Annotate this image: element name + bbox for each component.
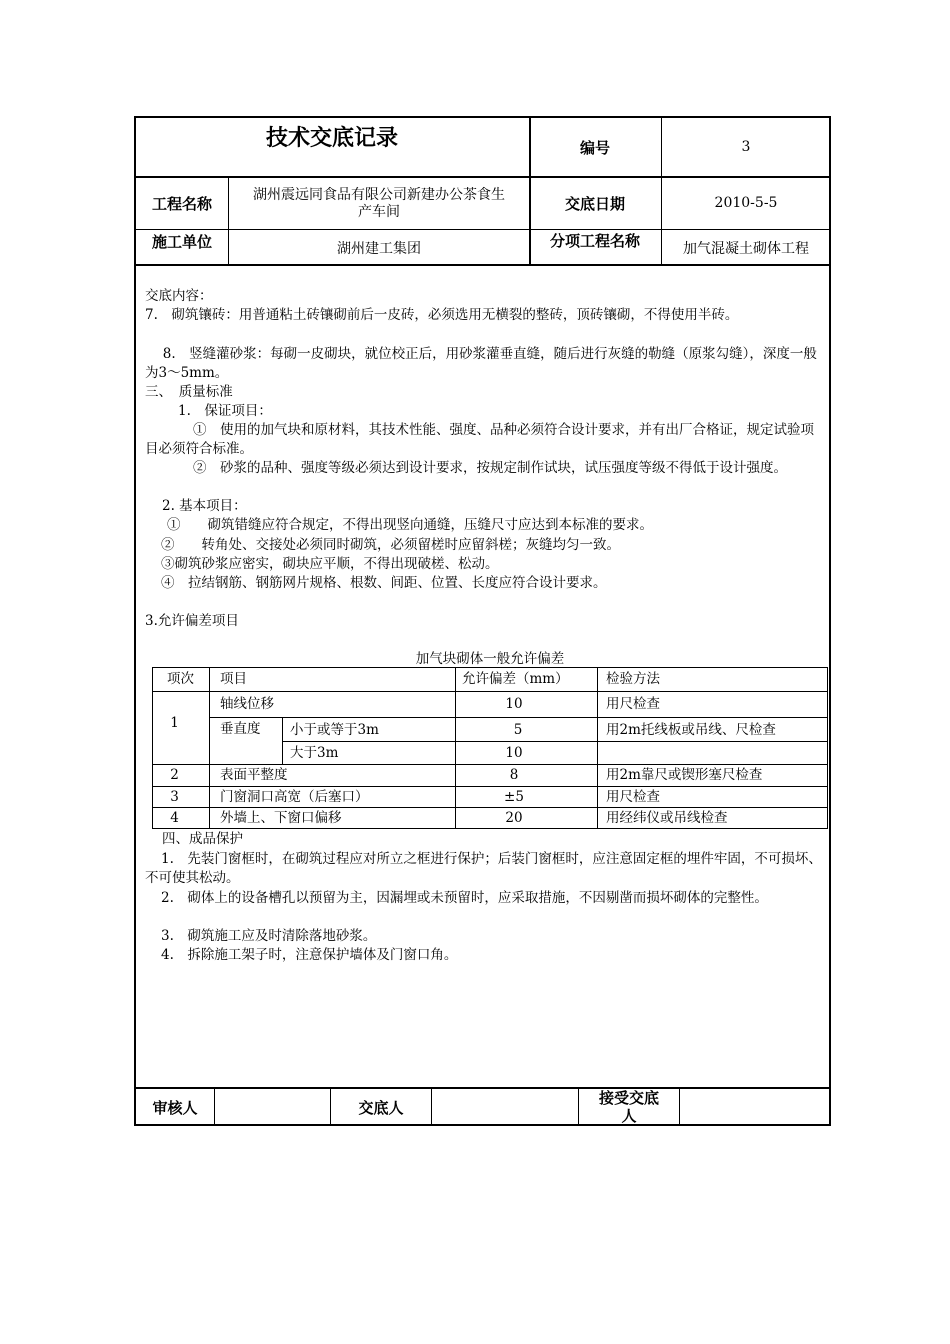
table-line <box>152 691 828 692</box>
table-header-tolerance: 允许偏差（mm） <box>462 671 569 687</box>
protect-item-4: 4. 拆除施工架子时，注意保护墙体及门窗口角。 <box>161 947 458 963</box>
table-cell-method: 用尺检查 <box>606 789 660 805</box>
basic-item-2: ② 转角处、交接处必须同时砌筑，必须留槎时应留斜槎；灰缝均匀一致。 <box>161 537 620 553</box>
table-cell-item: 轴线位移 <box>220 696 274 712</box>
basic-item-4: ④ 拉结钢筋、钢筋网片规格、根数、间距、位置、长度应符合设计要求。 <box>161 575 607 591</box>
receiver-label: 接受交底人 <box>598 1089 659 1125</box>
guarantee-heading: 1. 保证项目： <box>178 403 272 419</box>
table-cell-method: 用2m靠尺或锲形塞尺检查 <box>606 767 763 783</box>
paragraph-7: 7. 砌筑镶砖：用普通粘土砖镶砌前后一皮砖，必须选用无横裂的整砖，顶砖镶砌，不得使用半砖。 <box>145 307 739 323</box>
table-cell-item: 表面平整度 <box>220 767 288 783</box>
divider <box>134 264 831 266</box>
table-cell-no: 1 <box>170 715 179 731</box>
protect-item-1: 1. 先装门窗框时，在砌筑过程应对所立之框进行保护；后装门窗框时，应注意固定框的埋件牢固，不可损坏、不可使其松动。 <box>145 851 822 886</box>
table-line <box>152 828 828 829</box>
table-cell-item: 外墙上、下窗口偏移 <box>220 810 342 826</box>
table-caption: 加气块砌体一般允许偏差 <box>415 651 565 667</box>
table-cell-tolerance: 20 <box>505 810 523 826</box>
table-line <box>152 764 828 765</box>
table-cell-no: 4 <box>170 810 179 826</box>
tolerance-heading: 3.允许偏差项目 <box>145 613 239 629</box>
table-line <box>827 667 828 828</box>
table-cell-tolerance: 5 <box>513 722 523 738</box>
reviewer-label: 审核人 <box>152 1098 198 1117</box>
table-header-no: 项次 <box>167 671 194 687</box>
project-name-value: 湖州震远同食品有限公司新建办公茶食生产车间 <box>253 186 505 220</box>
table-header-method: 检验方法 <box>606 671 660 687</box>
basic-item-1: ① 砌筑错缝应符合规定，不得出现竖向通缝，压缝尺寸应达到本标准的要求。 <box>167 517 653 533</box>
table-cell-no: 2 <box>170 767 179 783</box>
table-cell-no: 3 <box>170 789 179 805</box>
table-cell-item: 垂直度 <box>220 721 261 737</box>
table-cell-tolerance: 10 <box>505 696 523 712</box>
divider <box>134 229 831 230</box>
divider <box>578 1088 579 1126</box>
intro-label: 交底内容： <box>145 288 213 304</box>
basic-heading: 2. 基本项目： <box>162 498 247 514</box>
table-line <box>209 717 828 718</box>
table-line <box>152 667 828 668</box>
table-line <box>152 807 828 808</box>
table-line <box>282 717 283 764</box>
discloser-label: 交底人 <box>358 1098 404 1117</box>
reviewer-field[interactable] <box>215 1089 330 1125</box>
table-cell-method: 用2m托线板或吊线、尺检查 <box>606 722 776 738</box>
table-line <box>152 786 828 787</box>
date-value: 2010-5-5 <box>714 195 778 211</box>
table-cell-subitem: 大于3m <box>290 745 339 761</box>
table-line <box>282 741 828 742</box>
builder-value: 湖州建工集团 <box>337 240 421 257</box>
table-cell-method: 用尺检查 <box>606 696 660 712</box>
protect-item-3: 3. 砌筑施工应及时清除落地砂浆。 <box>161 928 377 944</box>
guarantee-item-2: ② 砂浆的品种、强度等级必须达到设计要求，按规定制作试块，试压强度等级不得低于设计强度。 <box>193 460 787 476</box>
number-value: 3 <box>741 138 751 155</box>
page-title: 技术交底记录 <box>265 125 398 151</box>
table-cell-item: 门窗洞口高宽（后塞口） <box>220 789 369 805</box>
table-cell-tolerance: 10 <box>505 745 523 761</box>
table-cell-subitem: 小于或等于3m <box>290 722 379 738</box>
table-header-item: 项目 <box>220 671 247 687</box>
discloser-field[interactable] <box>432 1089 578 1125</box>
subproject-label: 分项工程名称 <box>549 231 640 250</box>
paragraph-8: 8. 竖缝灌砂浆：每砌一皮砌块，就位校正后，用砂浆灌垂直缝，随后进行灰缝的勒缝（原浆勾缝），深度一般为3～5mm。 <box>145 346 817 381</box>
table-cell-tolerance: ±5 <box>504 789 524 805</box>
builder-label: 施工单位 <box>151 232 212 251</box>
date-label: 交底日期 <box>564 195 625 213</box>
guarantee-item-1: ① 使用的加气块和原材料，其技术性能、强度、品种必须符合设计要求，并有出厂合格证，规定试验项目必须符合标准。 <box>145 422 814 457</box>
section-3-heading: 三、 质量标准 <box>145 384 233 400</box>
table-cell-tolerance: 8 <box>509 767 519 783</box>
table-cell-method: 用经纬仪或吊线检查 <box>606 810 728 826</box>
basic-item-3: ③砌筑砂浆应密实，砌块应平顺，不得出现破槎、松动。 <box>161 556 499 572</box>
subproject-value: 加气混凝土砌体工程 <box>683 240 809 257</box>
table-line <box>209 667 210 828</box>
number-label: 编号 <box>579 138 610 157</box>
protect-item-2: 2. 砌体上的设备槽孔以预留为主，因漏埋或未预留时，应采取措施，不因剔凿而损坏砌体的完整性。 <box>161 890 768 906</box>
receiver-field[interactable] <box>680 1089 830 1125</box>
table-line <box>597 667 598 828</box>
section-4-heading: 四、成品保护 <box>162 831 243 847</box>
project-name-label: 工程名称 <box>151 195 212 213</box>
